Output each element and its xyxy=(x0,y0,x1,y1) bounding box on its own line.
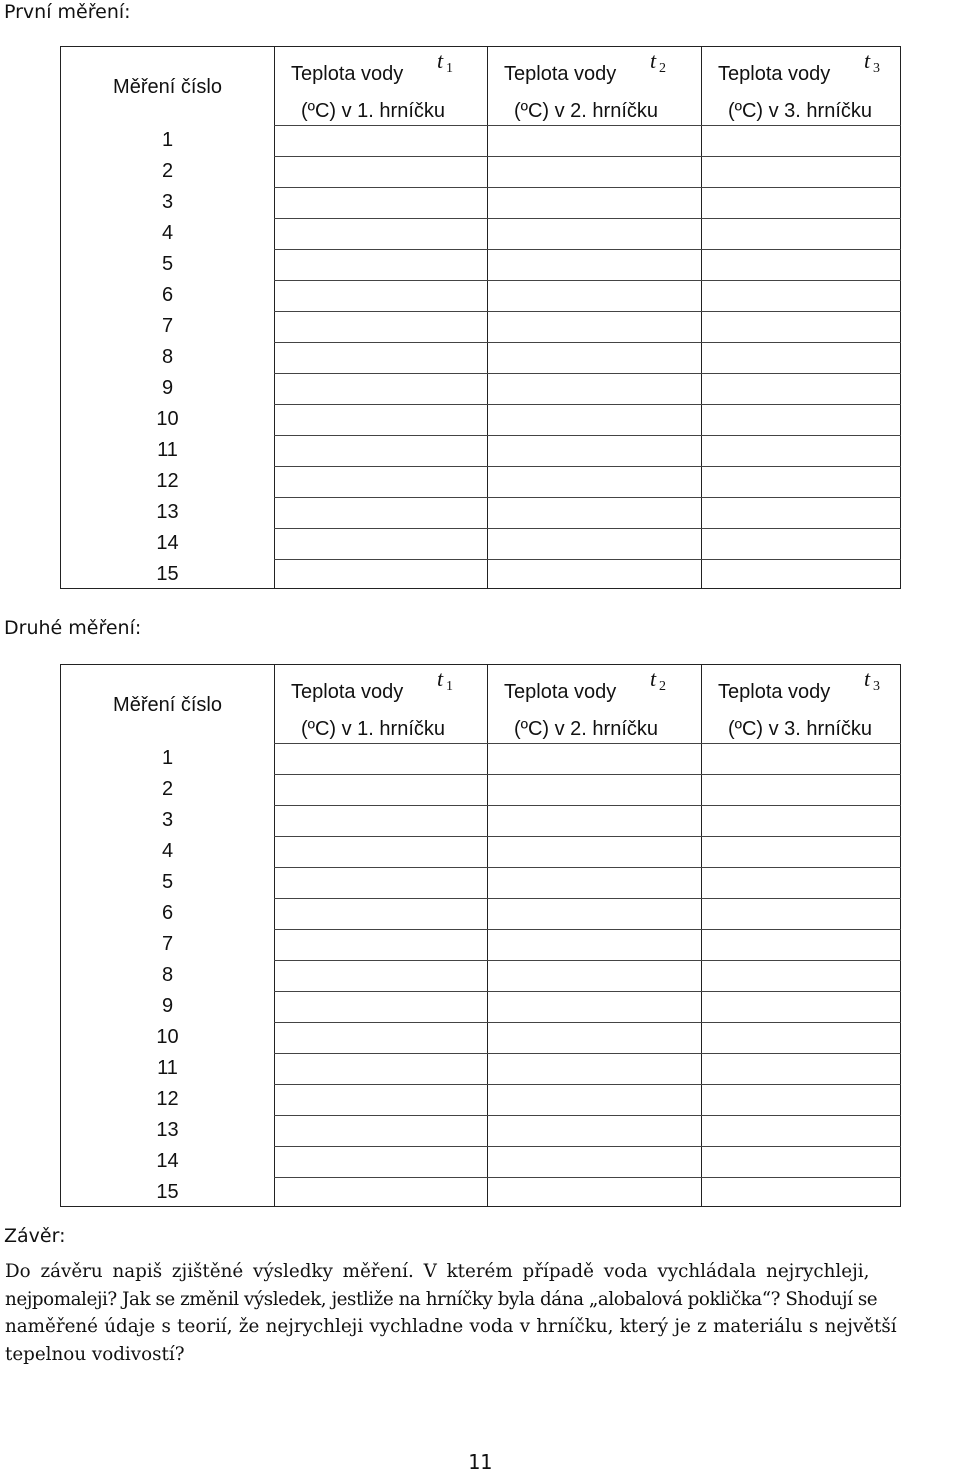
row-number: 12 xyxy=(156,1088,179,1110)
temperature-cell[interactable] xyxy=(702,992,901,1021)
temperature-cell[interactable] xyxy=(275,1023,486,1052)
row-number: 7 xyxy=(161,933,174,955)
temperature-cell[interactable] xyxy=(488,1147,700,1176)
header-cup-label: (ºC) v 1. hrníčku xyxy=(301,100,446,122)
temperature-cell[interactable] xyxy=(275,868,486,897)
row-number: 10 xyxy=(156,1026,179,1048)
temperature-cell[interactable] xyxy=(702,219,901,248)
temperature-cell[interactable] xyxy=(488,992,700,1021)
temperature-cell[interactable] xyxy=(488,837,700,866)
temperature-cell[interactable] xyxy=(488,374,700,403)
header-cup-label: (ºC) v 3. hrníčku xyxy=(728,718,873,740)
temperature-cell[interactable] xyxy=(488,188,700,217)
temperature-cell[interactable] xyxy=(488,219,700,248)
temperature-cell[interactable] xyxy=(702,281,901,310)
header-temp-subscript: 2 xyxy=(659,679,666,694)
temperature-cell[interactable] xyxy=(702,467,901,496)
header-measurement-number: Měření číslo xyxy=(113,76,222,98)
header-temp-subscript: 1 xyxy=(446,679,453,694)
temperature-cell[interactable] xyxy=(702,775,901,804)
temperature-cell[interactable] xyxy=(702,560,901,589)
row-number: 5 xyxy=(161,871,174,893)
page-number: 11 xyxy=(467,1450,493,1474)
temperature-cell[interactable] xyxy=(702,806,901,835)
row-number: 5 xyxy=(161,253,174,275)
temperature-cell[interactable] xyxy=(275,405,486,434)
temperature-cell[interactable] xyxy=(488,1116,700,1145)
temperature-cell[interactable] xyxy=(275,1085,486,1114)
temperature-cell[interactable] xyxy=(702,250,901,279)
temperature-cell[interactable] xyxy=(275,930,486,959)
temperature-cell[interactable] xyxy=(488,775,700,804)
temperature-cell[interactable] xyxy=(702,1147,901,1176)
row-number: 11 xyxy=(157,439,178,461)
temperature-cell[interactable] xyxy=(702,157,901,186)
temperature-cell[interactable] xyxy=(275,992,486,1021)
row-number: 3 xyxy=(161,191,174,213)
temperature-cell[interactable] xyxy=(488,930,700,959)
header-water-temp-label: Teplota vody xyxy=(504,681,617,703)
row-number: 4 xyxy=(161,840,174,862)
section-title-second: Druhé měření: xyxy=(4,617,142,639)
temperature-cell[interactable] xyxy=(702,961,901,990)
row-number: 2 xyxy=(161,160,174,182)
conclusion-line: nejpomaleji? Jak se změnil výsledek, jestliže na hrníčky byla dána „alobalová poklička“? Shodují se xyxy=(5,1288,878,1310)
temperature-cell[interactable] xyxy=(275,436,486,465)
temperature-cell[interactable] xyxy=(275,219,486,248)
temperature-cell[interactable] xyxy=(275,1147,486,1176)
temperature-cell[interactable] xyxy=(275,157,486,186)
temperature-cell[interactable] xyxy=(702,126,901,155)
temperature-cell[interactable] xyxy=(488,436,700,465)
temperature-cell[interactable] xyxy=(275,498,486,527)
temperature-cell[interactable] xyxy=(275,374,486,403)
temperature-cell[interactable] xyxy=(488,250,700,279)
row-number: 12 xyxy=(156,470,179,492)
row-number: 9 xyxy=(161,995,174,1017)
temperature-cell[interactable] xyxy=(275,1116,486,1145)
temperature-cell[interactable] xyxy=(275,188,486,217)
temperature-cell[interactable] xyxy=(275,467,486,496)
temperature-cell[interactable] xyxy=(275,343,486,372)
row-number: 7 xyxy=(161,315,174,337)
row-number: 11 xyxy=(157,1057,178,1079)
temperature-cell[interactable] xyxy=(275,560,486,589)
row-number: 15 xyxy=(156,563,179,585)
row-number: 1 xyxy=(161,747,174,769)
row-number: 6 xyxy=(161,284,174,306)
section-title-first: První měření: xyxy=(4,1,131,23)
row-number: 2 xyxy=(161,778,174,800)
row-number: 13 xyxy=(156,1119,179,1141)
temperature-cell[interactable] xyxy=(275,961,486,990)
temperature-cell[interactable] xyxy=(488,157,700,186)
temperature-cell[interactable] xyxy=(702,1085,901,1114)
header-temp-subscript: 3 xyxy=(873,679,880,694)
measurement-table-second xyxy=(60,664,901,1207)
header-temp-subscript: 2 xyxy=(659,61,666,76)
header-water-temp-label: Teplota vody xyxy=(718,681,831,703)
temperature-cell[interactable] xyxy=(275,312,486,341)
header-measurement-number: Měření číslo xyxy=(113,694,222,716)
temperature-cell[interactable] xyxy=(275,837,486,866)
temperature-cell[interactable] xyxy=(702,837,901,866)
header-water-temp-label: Teplota vody xyxy=(718,63,831,85)
temperature-cell[interactable] xyxy=(702,899,901,928)
header-cup-label: (ºC) v 3. hrníčku xyxy=(728,100,873,122)
temperature-cell[interactable] xyxy=(488,1054,700,1083)
row-number: 14 xyxy=(156,532,179,554)
header-water-temp-label: Teplota vody xyxy=(504,63,617,85)
temperature-cell[interactable] xyxy=(275,250,486,279)
temperature-cell[interactable] xyxy=(275,529,486,558)
temperature-cell[interactable] xyxy=(702,343,901,372)
temperature-cell[interactable] xyxy=(488,529,700,558)
temperature-cell[interactable] xyxy=(702,529,901,558)
conclusion-line: naměřené údaje s teorií, že nejrychleji vychladne voda v hrníčku, který je z materiálu s největší xyxy=(5,1316,897,1337)
temperature-cell[interactable] xyxy=(275,1178,486,1207)
temperature-cell[interactable] xyxy=(702,930,901,959)
header-temp-subscript: 1 xyxy=(446,61,453,76)
temperature-cell[interactable] xyxy=(275,806,486,835)
temperature-cell[interactable] xyxy=(275,126,486,155)
row-number: 3 xyxy=(161,809,174,831)
header-temp-symbol: t xyxy=(650,48,657,73)
conclusion-paragraph xyxy=(5,1258,956,1368)
temperature-cell[interactable] xyxy=(488,1085,700,1114)
header-temp-symbol: t xyxy=(864,48,871,73)
temperature-cell[interactable] xyxy=(702,374,901,403)
temperature-cell[interactable] xyxy=(488,1023,700,1052)
temperature-cell[interactable] xyxy=(488,467,700,496)
temperature-cell[interactable] xyxy=(488,405,700,434)
row-number: 10 xyxy=(156,408,179,430)
row-number: 13 xyxy=(156,501,179,523)
temperature-cell[interactable] xyxy=(488,343,700,372)
temperature-cell[interactable] xyxy=(488,560,700,589)
header-cup-label: (ºC) v 1. hrníčku xyxy=(301,718,446,740)
row-number: 1 xyxy=(161,129,174,151)
row-number: 4 xyxy=(161,222,174,244)
row-number: 14 xyxy=(156,1150,179,1172)
temperature-cell[interactable] xyxy=(275,281,486,310)
temperature-cell[interactable] xyxy=(488,312,700,341)
row-number: 15 xyxy=(156,1181,179,1203)
temperature-cell[interactable] xyxy=(702,868,901,897)
temperature-cell[interactable] xyxy=(702,1054,901,1083)
temperature-cell[interactable] xyxy=(488,899,700,928)
header-cup-label: (ºC) v 2. hrníčku xyxy=(514,100,659,122)
row-number: 8 xyxy=(161,964,174,986)
temperature-cell[interactable] xyxy=(275,1054,486,1083)
temperature-cell[interactable] xyxy=(702,498,901,527)
temperature-cell[interactable] xyxy=(488,126,700,155)
measurement-table-first xyxy=(60,46,901,589)
temperature-cell[interactable] xyxy=(488,281,700,310)
temperature-cell[interactable] xyxy=(702,1116,901,1145)
temperature-cell[interactable] xyxy=(702,405,901,434)
temperature-cell[interactable] xyxy=(488,868,700,897)
header-temp-symbol: t xyxy=(650,666,657,691)
header-temp-symbol: t xyxy=(437,48,444,73)
temperature-cell[interactable] xyxy=(702,436,901,465)
conclusion-title: Závěr: xyxy=(4,1225,66,1247)
temperature-cell[interactable] xyxy=(488,806,700,835)
header-water-temp-label: Teplota vody xyxy=(291,681,404,703)
temperature-cell[interactable] xyxy=(488,744,700,773)
temperature-cell[interactable] xyxy=(275,744,486,773)
header-temp-subscript: 3 xyxy=(873,61,880,76)
temperature-cell[interactable] xyxy=(702,1023,901,1052)
temperature-cell[interactable] xyxy=(702,744,901,773)
temperature-cell[interactable] xyxy=(275,775,486,804)
temperature-cell[interactable] xyxy=(488,961,700,990)
row-number: 6 xyxy=(161,902,174,924)
header-cup-label: (ºC) v 2. hrníčku xyxy=(514,718,659,740)
temperature-cell[interactable] xyxy=(488,498,700,527)
temperature-cell[interactable] xyxy=(702,188,901,217)
header-temp-symbol: t xyxy=(864,666,871,691)
row-number: 8 xyxy=(161,346,174,368)
temperature-cell[interactable] xyxy=(488,1178,700,1207)
header-temp-symbol: t xyxy=(437,666,444,691)
temperature-cell[interactable] xyxy=(702,1178,901,1207)
temperature-cell[interactable] xyxy=(275,899,486,928)
conclusion-line: tepelnou vodivostí? xyxy=(5,1343,185,1365)
temperature-cell[interactable] xyxy=(702,312,901,341)
header-water-temp-label: Teplota vody xyxy=(291,63,404,85)
row-number: 9 xyxy=(161,377,174,399)
conclusion-line: Do závěru napiš zjištěné výsledky měření. V kterém případě voda vychládala nejrychleji, xyxy=(5,1261,870,1282)
